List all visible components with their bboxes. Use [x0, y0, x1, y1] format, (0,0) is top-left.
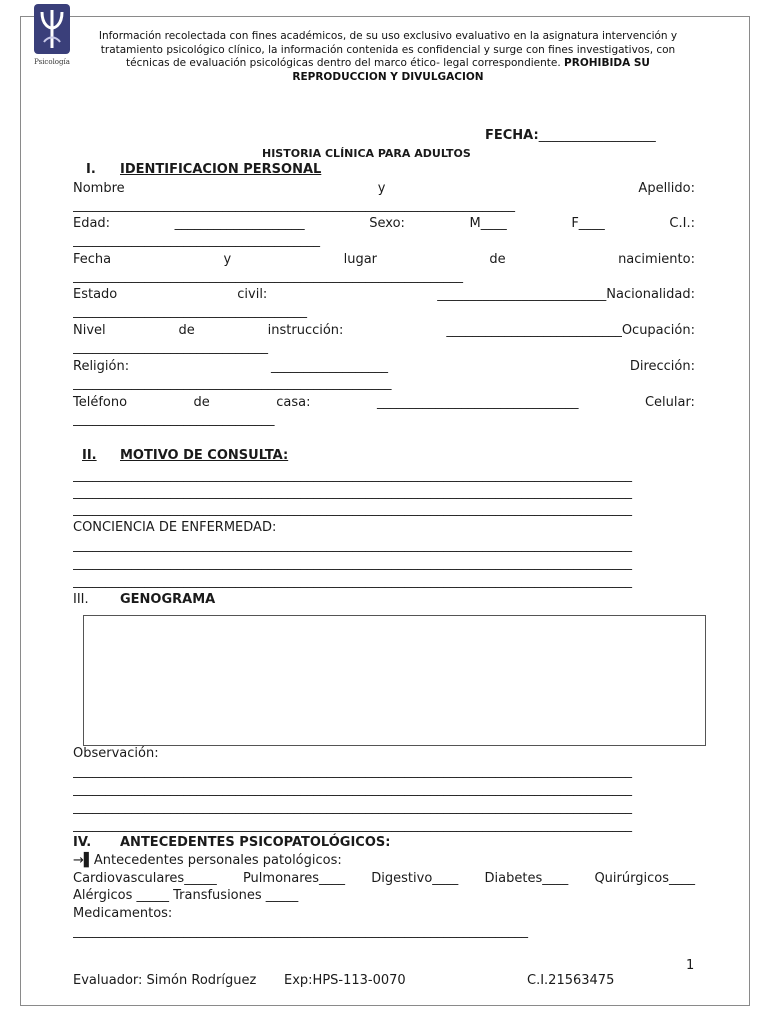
observacion-line-2[interactable]: ______________________________________________________________________________________ — [73, 782, 632, 797]
conciencia-line-1[interactable]: ______________________________________________________________________________________ — [73, 538, 632, 553]
antecedentes-personales: →▌Antecedentes personales patológicos: — [73, 853, 342, 868]
notice-text: Información recolectada con fines académicos, de su uso exclusivo evaluativo en la asignatura intervención y tratamiento psicológico clínico, la información contenida es confidencial y surge con fines investigativos, con técnicas de evaluación psicológicas dentro del marco ético- legal correspondiente. — [98, 30, 678, 69]
nacionalidad-label[interactable]: __________________________Nacionalidad: — [437, 287, 695, 302]
direccion-label: Dirección: — [629, 359, 695, 374]
medicamentos-blank[interactable]: ______________________________________________________________________ — [73, 924, 528, 939]
edad-label: Edad: — [73, 216, 111, 231]
observacion-label: Observación: — [73, 746, 159, 761]
nombre-row — [73, 181, 695, 196]
fecha-nacimiento-blank[interactable]: ____________________________________________________________ — [73, 269, 463, 284]
estado-civil-blank[interactable]: ____________________________________ — [73, 304, 307, 319]
edad-blank[interactable]: ____________________ — [174, 216, 305, 231]
diabetes-field[interactable]: Diabetes____ — [484, 871, 569, 886]
alergicos-transfusiones-row[interactable]: Alérgicos _____ Transfusiones _____ — [73, 888, 299, 903]
section-4-title: ANTECEDENTES PSICOPATOLÓGICOS: — [120, 835, 391, 850]
celular-label: Celular: — [644, 395, 695, 410]
section-3-title: GENOGRAMA — [120, 592, 216, 607]
section-1-number: I. — [86, 162, 96, 177]
fecha-nac-word-4: de — [489, 252, 506, 267]
observacion-line-4[interactable]: ______________________________________________________________________________________ — [73, 818, 632, 833]
telefono-de: de — [193, 395, 210, 410]
fecha-nac-word-1: Fecha — [73, 252, 112, 267]
nacimiento-label: nacimiento: — [618, 252, 695, 267]
ci-blank[interactable]: ______________________________________ — [73, 233, 320, 248]
motivo-line-3[interactable]: ______________________________________________________________________________________ — [73, 502, 632, 517]
cardiovasculares-field[interactable]: Cardiovasculares_____ — [73, 871, 217, 886]
page-number: 1 — [686, 958, 695, 973]
section-2-number: II. — [82, 448, 97, 463]
section-3-number: III. — [73, 592, 89, 607]
ci-label: C.I.: — [669, 216, 695, 231]
fecha-field — [485, 128, 656, 143]
genograma-box[interactable] — [83, 615, 706, 746]
motivo-line-1[interactable]: ______________________________________________________________________________________ — [73, 468, 632, 483]
estado-label: Estado — [73, 287, 118, 302]
conciencia-line-2[interactable]: ______________________________________________________________________________________ — [73, 556, 632, 571]
fecha-nac-word-3: lugar — [343, 252, 378, 267]
sexo-f[interactable]: F____ — [571, 216, 605, 231]
section-4-number: IV. — [73, 835, 92, 850]
ci-text: C.I.21563475 — [527, 973, 615, 988]
edad-row — [73, 216, 695, 231]
nivel-label: Nivel — [73, 323, 106, 338]
nombre-blank[interactable]: ____________________________________________________________________ — [73, 198, 515, 213]
religion-row — [73, 359, 695, 374]
antecedentes-items-row — [73, 871, 695, 886]
fecha-blank: __________________ — [538, 128, 656, 143]
confidentiality-notice — [78, 30, 698, 84]
motivo-line-2[interactable]: ______________________________________________________________________________________ — [73, 485, 632, 500]
section-1-title: IDENTIFICACION PERSONAL — [120, 162, 322, 177]
ocupacion-label[interactable]: ___________________________Ocupación: — [446, 323, 695, 338]
nombre-conj: y — [377, 181, 386, 196]
observacion-line-1[interactable]: ______________________________________________________________________________________ — [73, 764, 632, 779]
estado-civil-row — [73, 287, 695, 302]
telefono-blank[interactable]: _______________________________ — [376, 395, 579, 410]
telefono-label: Teléfono — [73, 395, 128, 410]
apellido-label: Apellido: — [638, 181, 695, 196]
quirurgicos-field[interactable]: Quirúrgicos____ — [594, 871, 695, 886]
direccion-blank[interactable]: _________________________________________________ — [73, 376, 392, 391]
instruccion-label: instrucción: — [267, 323, 344, 338]
psychology-logo — [30, 2, 74, 68]
nivel-instruccion-blank[interactable]: ______________________________ — [73, 340, 268, 355]
fecha-nacimiento-row — [73, 252, 695, 267]
nivel-de: de — [178, 323, 195, 338]
observacion-line-3[interactable]: ______________________________________________________________________________________ — [73, 800, 632, 815]
religion-label: Religión: — [73, 359, 130, 374]
notice-prohibition: PROHIBIDA SU REPRODUCCION Y DIVULGACION — [292, 57, 650, 83]
digestivo-field[interactable]: Digestivo____ — [371, 871, 459, 886]
religion-blank[interactable]: __________________ — [270, 359, 388, 374]
sexo-label: Sexo: — [369, 216, 405, 231]
nivel-instruccion-row — [73, 323, 695, 338]
section-2-title: MOTIVO DE CONSULTA: — [120, 448, 289, 463]
telefono-row — [73, 395, 695, 410]
pulmonares-field[interactable]: Pulmonares____ — [242, 871, 346, 886]
evaluador-text: Evaluador: Simón Rodríguez — [73, 973, 257, 988]
fecha-label: FECHA: — [485, 128, 539, 143]
celular-blank[interactable]: _______________________________ — [73, 412, 275, 427]
sexo-m[interactable]: M____ — [469, 216, 507, 231]
nombre-label: Nombre — [73, 181, 125, 196]
conciencia-label: CONCIENCIA DE ENFERMEDAD: — [73, 520, 277, 535]
medicamentos-label: Medicamentos: — [73, 906, 173, 921]
civil-label: civil: — [237, 287, 268, 302]
fecha-nac-word-2: y — [223, 252, 232, 267]
casa-label: casa: — [276, 395, 311, 410]
conciencia-line-3[interactable]: ______________________________________________________________________________________ — [73, 574, 632, 589]
form-title: HISTORIA CLÍNICA PARA ADULTOS — [262, 147, 471, 160]
logo-label: Psicología — [34, 58, 70, 66]
exp-text: Exp:HPS-113-0070 — [284, 973, 406, 988]
